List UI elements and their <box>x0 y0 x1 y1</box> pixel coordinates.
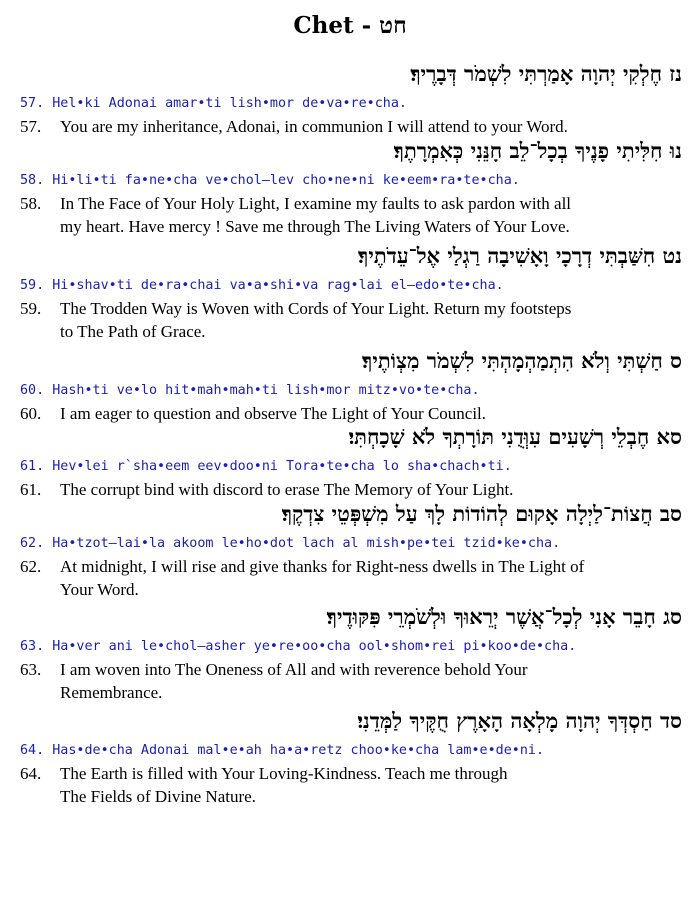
translation-line <box>20 762 692 785</box>
translation-text: At midnight, I will rise and give thanks for Right-ness dwells in The Light of <box>60 557 585 576</box>
english-translation <box>20 402 692 425</box>
verse-number: 63. <box>20 660 42 679</box>
translation-line <box>20 785 692 808</box>
verse-number: 61. <box>20 480 42 499</box>
translation-text: In The Face of Your Holy Light, I examine my faults to ask pardon with all <box>60 194 572 213</box>
hebrew-verse: סג חָבֵר אָנִי לְכָל־אֲשֶׁר יְרֵאוּךָ וּלְשֹׁמְרֵי פִּקּוּדֶיךָ׃ <box>326 604 682 629</box>
translation-line <box>20 555 692 578</box>
hebrew-verse: נט חִשַּׁבְתִּי דְרָכָי וָאָשִׁיבָה רַגְלַי אֶל־עֵדֹתֶיךָ׃ <box>358 243 682 268</box>
transliteration: 57. Hel•ki Adonai amar•ti lish•mor de•va•re•cha. <box>20 96 407 111</box>
translation-text: to The Path of Grace. <box>60 322 206 341</box>
translation-text: I am woven into The Oneness of All and with reverence behold Your <box>60 660 528 679</box>
transliteration: 64. Has•de•cha Adonai mal•e•ah ha•a•retz choo•ke•cha lam•e•de•ni. <box>20 743 545 758</box>
translation-text: You are my inheritance, Adonai, in communion I will attend to your Word. <box>60 117 568 136</box>
title-hebrew: חט <box>379 12 407 39</box>
verse-number: 59. <box>20 299 42 318</box>
english-translation <box>20 555 692 601</box>
translation-text: The corrupt bind with discord to erase The Memory of Your Light. <box>60 480 514 499</box>
translation-line <box>20 681 692 704</box>
verse-number: 57. <box>20 117 42 136</box>
transliteration: 60. Hash•ti ve•lo hit•mah•mah•ti lish•mor mitz•vo•te•cha. <box>20 383 480 398</box>
translation-text: Your Word. <box>60 580 139 599</box>
english-translation <box>20 762 692 808</box>
english-translation <box>20 297 692 343</box>
english-translation <box>20 658 692 704</box>
verse-number: 62. <box>20 557 42 576</box>
english-translation <box>20 192 692 238</box>
title-text: Chet - <box>293 12 380 39</box>
page-title <box>0 12 700 39</box>
translation-text: The Trodden Way is Woven with Cords of Your Light. Return my footsteps <box>60 299 572 318</box>
hebrew-verse: סא חֶבְלֵי רְשָׁעִים עִוְּדֻנִי תּוֹרָתְךָ לֹא שָׁכָחְתִּי׃ <box>348 424 682 449</box>
translation-text: The Fields of Divine Nature. <box>60 787 256 806</box>
translation-line <box>20 215 692 238</box>
translation-text: my heart. Have mercy ! Save me through The Living Waters of Your Love. <box>60 217 570 236</box>
hebrew-verse: ס חַשְׁתִּי וְלֹא הִתְמַהְמָהְתִּי לִשְׁמֹר מִצְוֹתֶיךָ׃ <box>362 348 682 373</box>
translation-line <box>20 297 692 320</box>
transliteration: 63. Ha•ver ani le•chol–asher ye•re•oo•cha ool•shom•rei pi•koo•de•cha. <box>20 639 577 654</box>
translation-line <box>20 478 692 501</box>
hebrew-verse: נז חֶלְקִי יְהוָה אָמַרְתִּי לִשְׁמֹר דְּבָרֶיךָ׃ <box>410 61 682 86</box>
verse-number: 60. <box>20 404 42 423</box>
hebrew-verse: נוּ חִלִּיתִי פָנֶיךָ בְכָל־לֵב חָנֵּנִי כְּאִמְרָתֶךָ׃ <box>393 138 682 163</box>
hebrew-verse: סב חֲצוֹת־לַיְלָה אָקוּם לְהוֹדוֹת לָךְ עַל מִשְׁפְּטֵי צִדְקֶךָ׃ <box>281 501 682 526</box>
translation-line <box>20 658 692 681</box>
transliteration: 58. Hi•li•ti fa•ne•cha ve•chol–lev cho•ne•ni ke•eem•ra•te•cha. <box>20 173 520 188</box>
translation-text: Remembrance. <box>60 683 163 702</box>
transliteration: 61. Hev•lei r`sha•eem eev•doo•ni Tora•te•cha lo sha•chach•ti. <box>20 459 512 474</box>
translation-line <box>20 115 692 138</box>
verse-number: 64. <box>20 764 42 783</box>
translation-text: I am eager to question and observe The Light of Your Council. <box>60 404 487 423</box>
english-translation <box>20 115 692 138</box>
translation-line <box>20 578 692 601</box>
verse-number: 58. <box>20 194 42 213</box>
hebrew-verse: סד חַסְדְּךָ יְהוָה מָלְאָה הָאָרֶץ חֻקֶּיךָ לַמְּדֵנִי׃ <box>357 708 682 733</box>
english-translation <box>20 478 692 501</box>
transliteration: 62. Ha•tzot–lai•la akoom le•ho•dot lach al mish•pe•tei tzid•ke•cha. <box>20 536 561 551</box>
translation-line <box>20 320 692 343</box>
translation-line <box>20 402 692 425</box>
translation-text: The Earth is filled with Your Loving-Kindness. Teach me through <box>60 764 508 783</box>
transliteration: 59. Hi•shav•ti de•ra•chai va•a•shi•va rag•lai el–edo•te•cha. <box>20 278 504 293</box>
translation-line <box>20 192 692 215</box>
